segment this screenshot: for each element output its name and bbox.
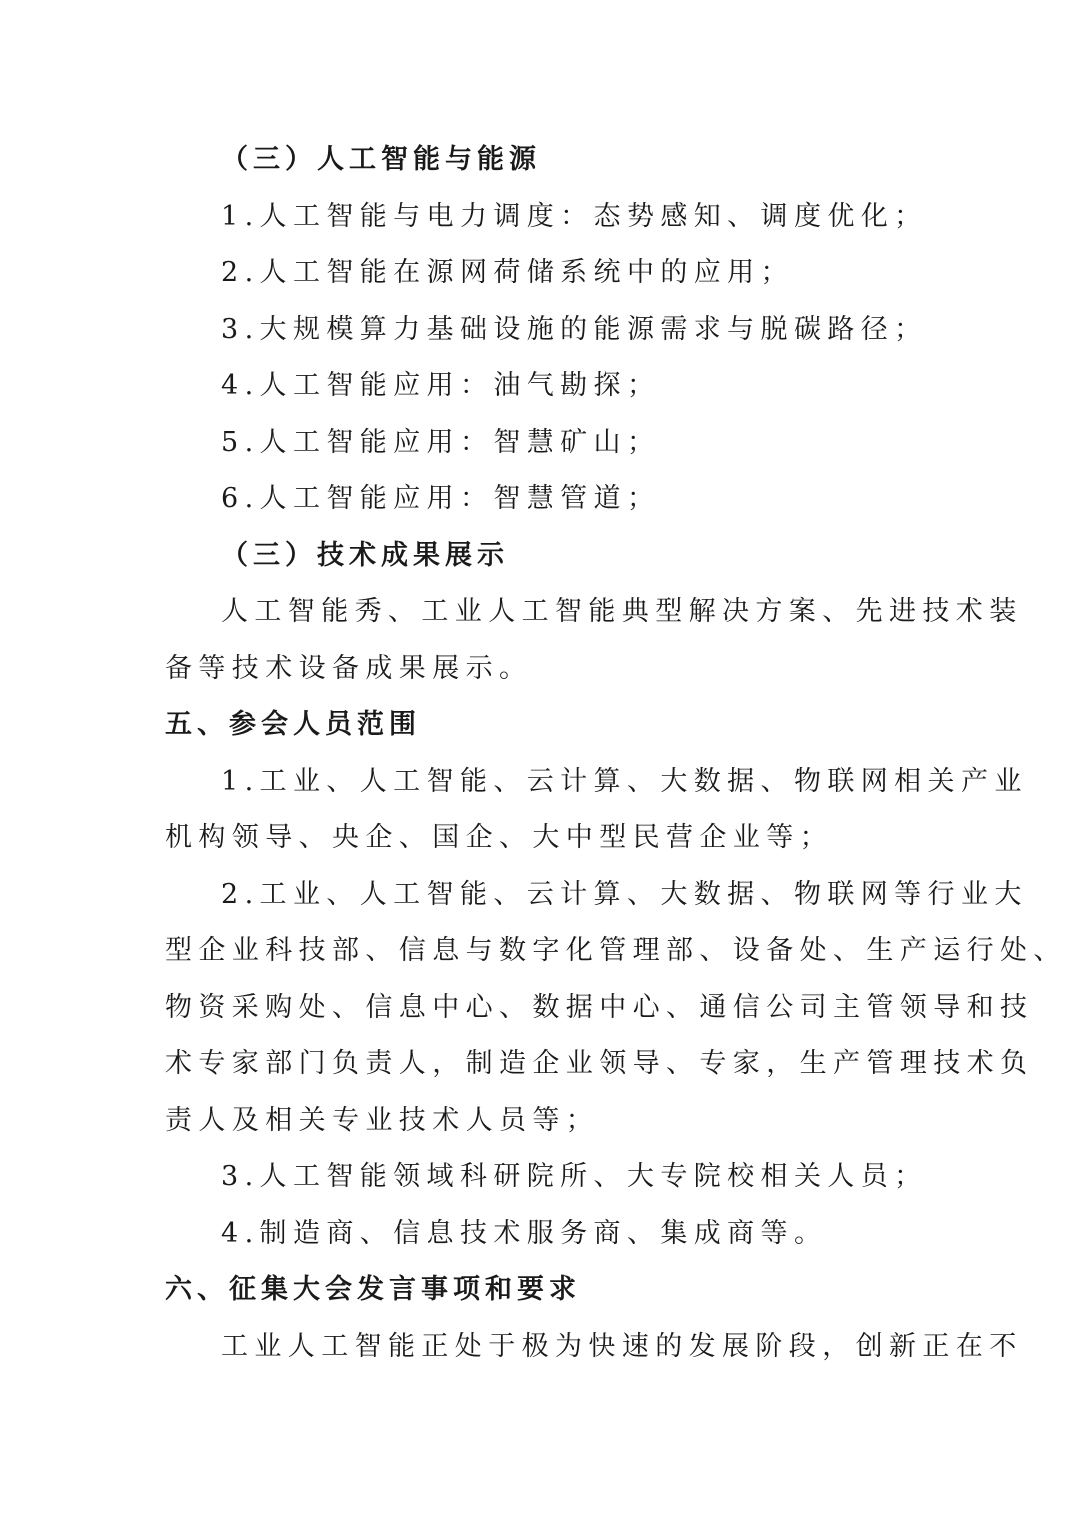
energy-item-1: 1.人工智能与电力调度：态势感知、调度优化；	[221, 201, 928, 232]
energy-item-2: 2.人工智能在源网荷储系统中的应用；	[221, 257, 794, 288]
attendees-item-2-line-4: 术专家部门负责人，制造企业领导、专家，生产管理技术负	[165, 1048, 1034, 1079]
attendees-item-1-line-1: 1.工业、人工智能、云计算、大数据、物联网相关产业	[221, 766, 1028, 797]
heading-tech-showcase: （三）技术成果展示	[221, 540, 509, 571]
heading-speech-call: 六、征集大会发言事项和要求	[165, 1274, 581, 1305]
heading-ai-and-energy: （三）人工智能与能源	[221, 144, 541, 175]
showcase-paragraph-line-2: 备等技术设备成果展示。	[165, 653, 533, 684]
energy-item-5: 5.人工智能应用：智慧矿山；	[221, 427, 661, 458]
speech-call-paragraph-line-1: 工业人工智能正处于极为快速的发展阶段，创新正在不	[221, 1331, 1023, 1362]
energy-item-3: 3.大规模算力基础设施的能源需求与脱碳路径；	[221, 314, 928, 345]
heading-attendees: 五、参会人员范围	[165, 709, 421, 740]
attendees-item-2-line-2: 型企业科技部、信息与数字化管理部、设备处、生产运行处、	[165, 935, 1067, 966]
energy-item-6: 6.人工智能应用：智慧管道；	[221, 483, 661, 514]
attendees-item-2-line-3: 物资采购处、信息中心、数据中心、通信公司主管领导和技	[165, 992, 1034, 1023]
attendees-item-1-line-2: 机构领导、央企、国企、大中型民营企业等；	[165, 822, 833, 853]
showcase-paragraph-line-1: 人工智能秀、工业人工智能典型解决方案、先进技术装	[221, 596, 1023, 627]
attendees-item-2-line-1: 2.工业、人工智能、云计算、大数据、物联网等行业大	[221, 879, 1028, 910]
attendees-item-4: 4.制造商、信息技术服务商、集成商等。	[221, 1218, 828, 1249]
attendees-item-3: 3.人工智能领域科研院所、大专院校相关人员；	[221, 1161, 928, 1192]
energy-item-4: 4.人工智能应用：油气勘探；	[221, 370, 661, 401]
attendees-item-2-line-5: 责人及相关专业技术人员等；	[165, 1105, 600, 1136]
